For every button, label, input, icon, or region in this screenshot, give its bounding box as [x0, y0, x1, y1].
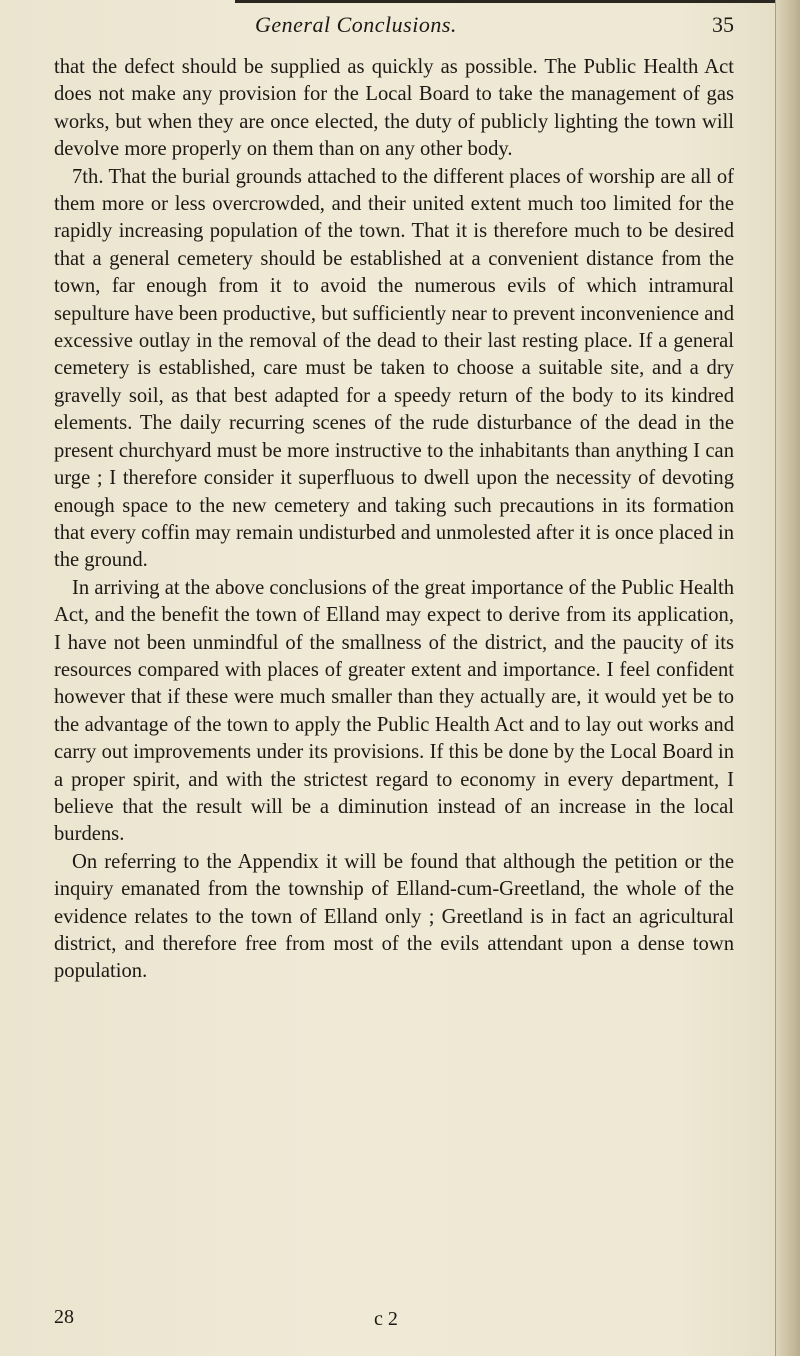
page-number: 35 [712, 12, 734, 37]
running-head [40, 10, 760, 42]
page-edge-shadow [775, 0, 800, 1356]
paragraph-gas-lighting: that the defect should be supplied as quickly as possible. The Public Health Act does not make any provision for the Local Board to take the management of gas works, but when they are once elected, the duty of publicly lighting the town will devolve more properly on them than on any other body. [54, 56, 734, 161]
running-head-title: General Conclusions. [255, 12, 457, 37]
paragraph-burial-grounds: 7th. That the burial grounds attached to the different places of worship are all of them more or less overcrowded, and their united extent much too limited for the rapidly increasing population of the town. That it is therefore much to be desired that a general cemetery should be established at a convenient distance from the town, far enough from it to avoid the numerous evils of which intramural sepulture have been productive, but sufficiently near to prevent inconvenience and excessive outlay in the removal of the dead to their last resting place. If a general cemetery is established, care must be taken to choose a suitable site, and a dry gravelly soil, as that best adapted for a speedy return of the body to its kindred elements. The daily recurring scenes of the rude disturbance of the dead in the present churchyard must be more instructive to the inhabitants than anything I can urge ; I therefore consider it superfluous to dwell upon the necessity of devoting enough space to the new cemetery and taking such precautions in its formation that every coffin may remain undisturbed and unmolested after it is once placed in the ground. [54, 165, 734, 572]
signature-mark: c 2 [374, 1308, 398, 1330]
paragraph-appendix: On referring to the Appendix it will be found that although the petition or the inquiry emanated from the township of Elland-cum-Greetland, the whole of the evidence relates to the town of Elland only ; Greetland is in fact an agricultural district, and therefore free from most of the evils attendant upon a dense town population. [54, 850, 734, 983]
body-text [54, 54, 734, 986]
signature-number: 28 [54, 1306, 74, 1328]
paragraph-public-health-act: In arriving at the above conclusions of the great importance of the Public Health Act, and the benefit the town of Elland may expect to derive from its application, I have not been unmindful of the smallness of the district, and the paucity of its resources compared with places of greater extent and importance. I feel confident however that if these were much smaller than they actually are, it would yet be to the advantage of the town to apply the Public Health Act and to lay out works and carry out improvements under its provisions. If this be done by the Local Board in a proper spirit, and with the strictest regard to economy in every department, I believe that the result will be a diminution instead of an increase in the local burdens. [54, 576, 734, 846]
page-footer [54, 1306, 734, 1336]
top-rule [235, 0, 800, 3]
